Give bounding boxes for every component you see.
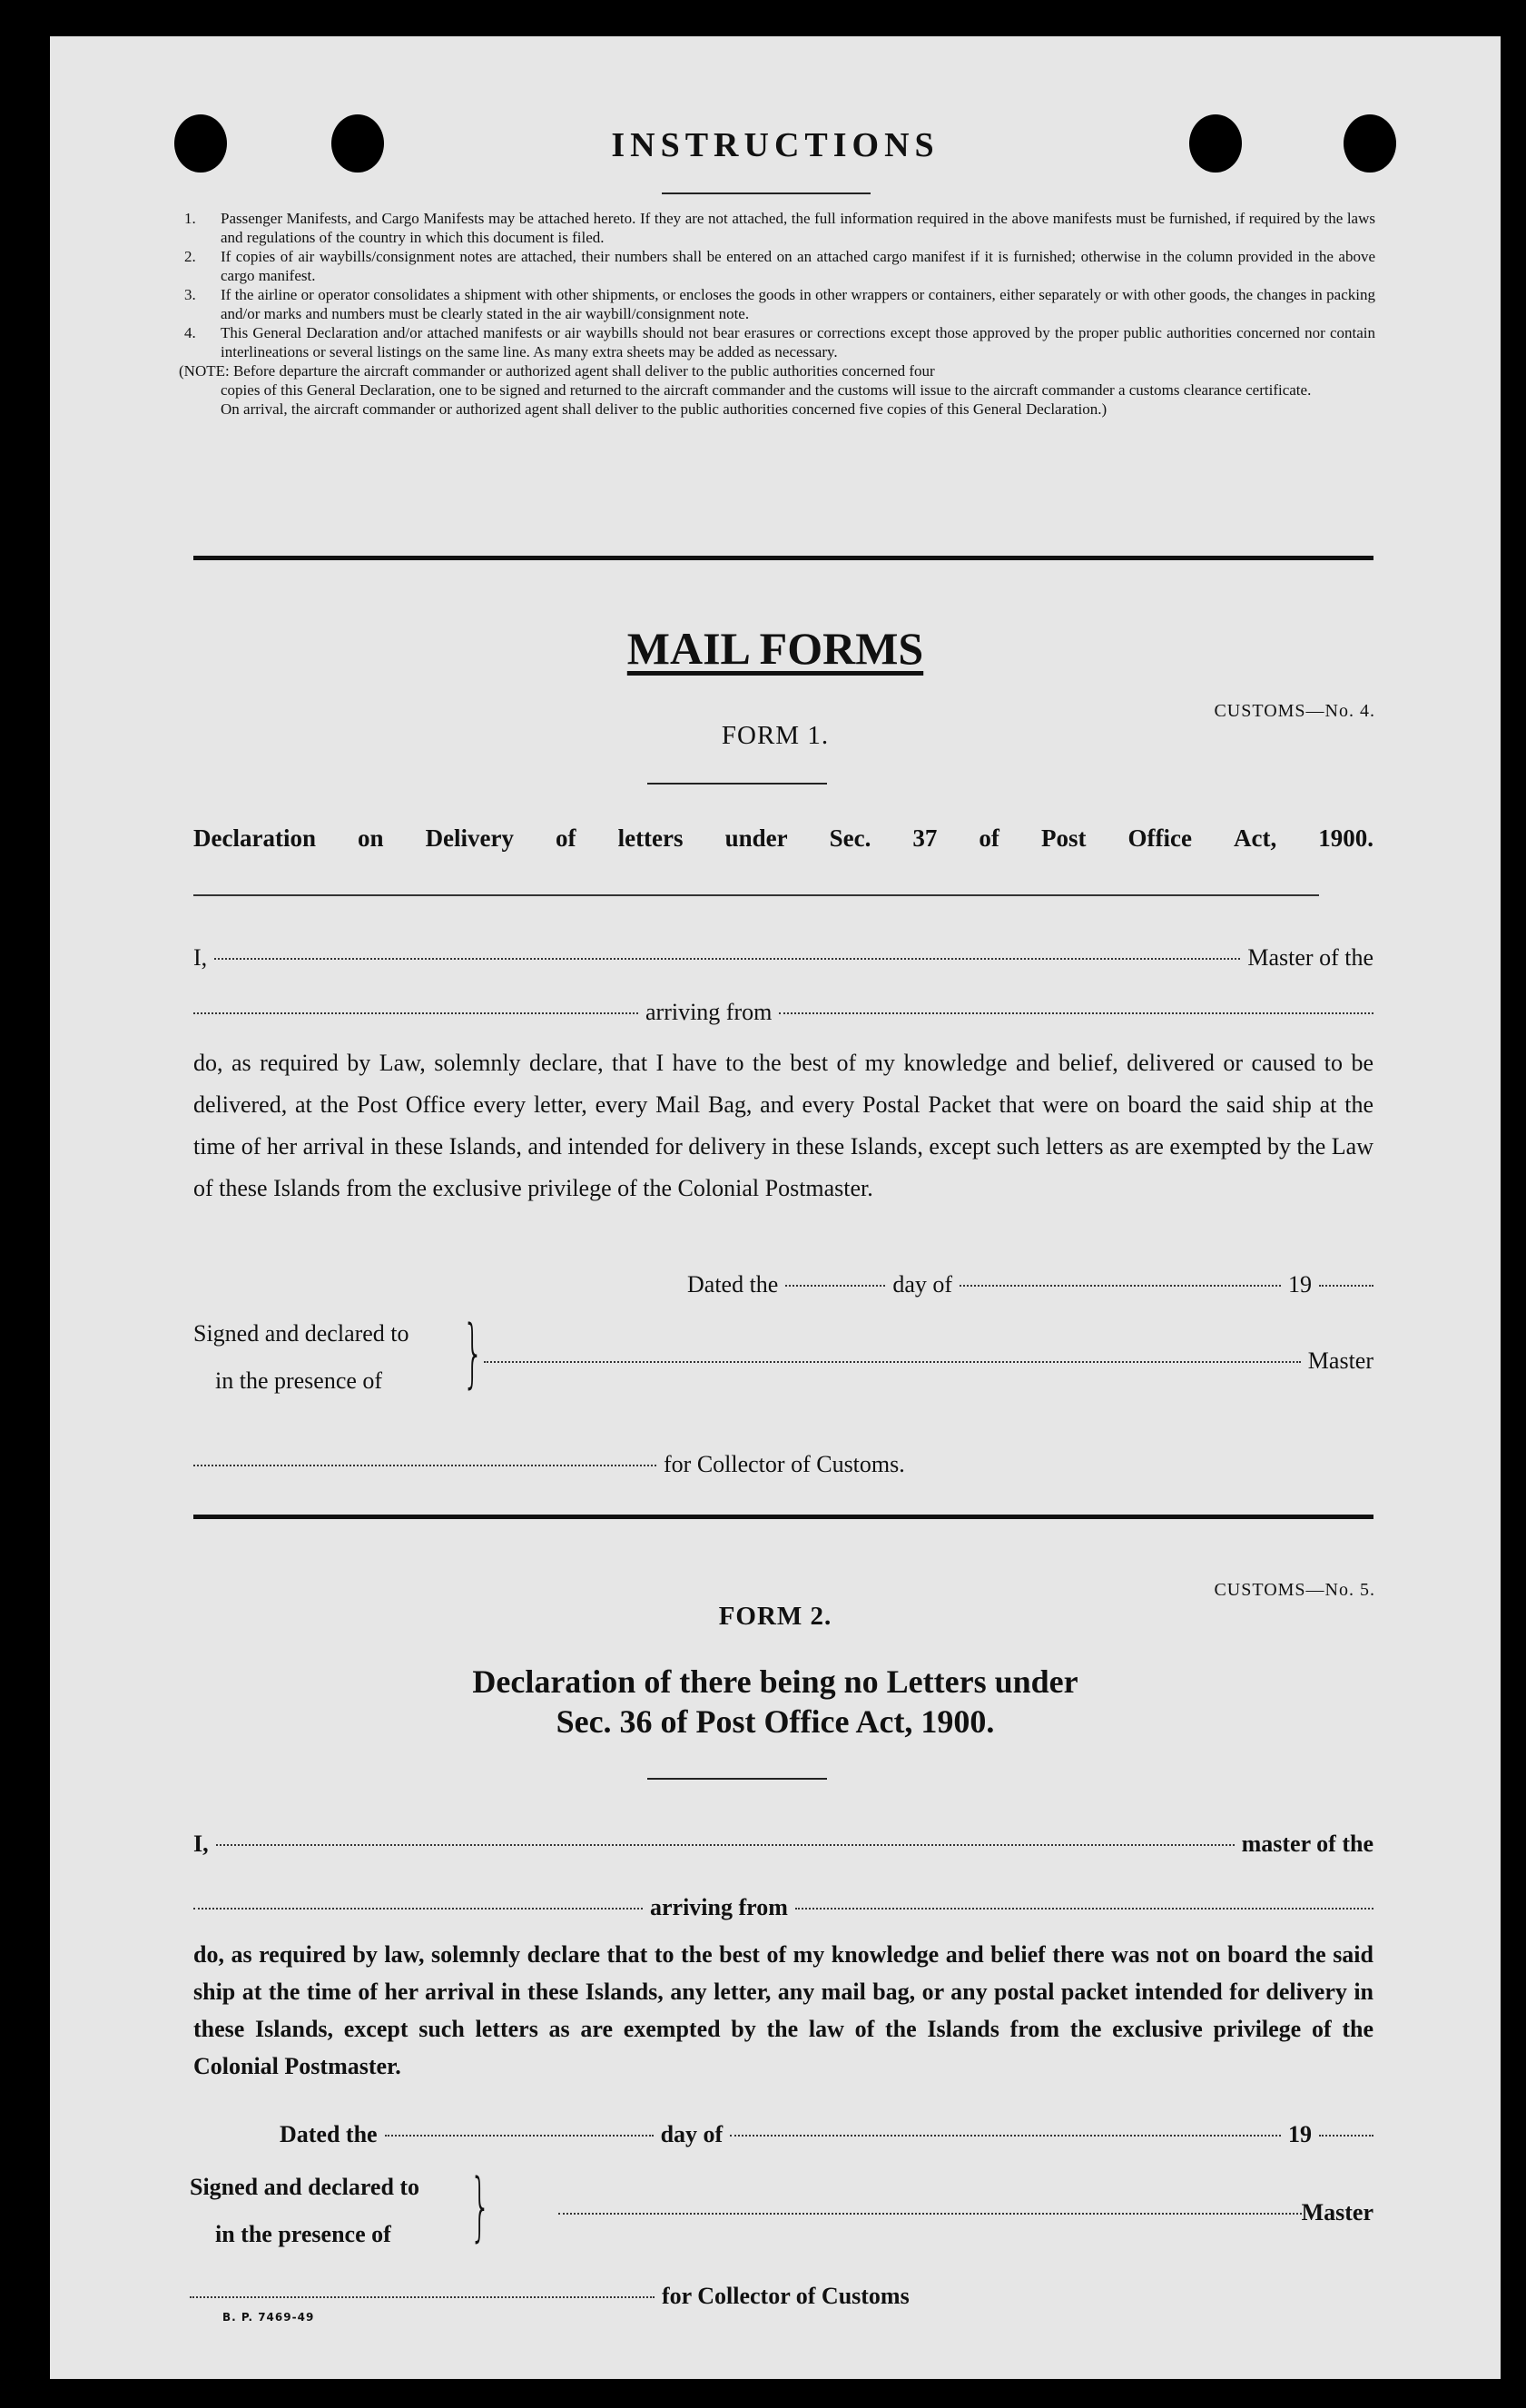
collector-signature-blank[interactable] [190,2295,655,2298]
print-code: B. P. 7469-49 [222,2311,315,2324]
instruction-item [184,323,1375,361]
title-word: Delivery [425,824,515,852]
form1-declaration-text: do, as required by Law, solemnly declare, that I have to the best of my knowledge and belief, delivered or caused to be delivered, at the Post Office every letter, every Mail Bag, and every Postal Packet that were on board the said ship at the time of her arrival in these Islands, and intended for delivery in these Islands, except such letters as are exempted by the Law of these Islands from the exclusive privilege of the Colonial Postmaster. [193,1050,1373,1201]
brace-icon: } [469,2164,491,2250]
line-label: day of [660,2121,724,2147]
customs-number: CUSTOMS—No. 5. [1214,1580,1375,1600]
title-word: Sec. [829,824,871,852]
instruction-text: This General Declaration and/or attached manifests or air waybills should not bear erasures or corrections except those approved by the proper public authorities concerned nor contain interlineations or several listings on the same line. As many extra sheets may be added as necessary. [221,324,1375,360]
title-line: Sec. 36 of Post Office Act, 1900. [556,1703,995,1740]
title-word: Act, [1233,824,1277,852]
date-year-blank[interactable] [1319,1284,1373,1287]
line-label: Master [1301,2199,1373,2225]
form-title: FORM 1. [721,721,830,750]
instruction-note [179,361,1375,419]
divider [647,783,827,785]
customs-number: CUSTOMS—No. 4. [1214,701,1375,721]
collector-line [193,1451,1010,1478]
divider [662,192,871,194]
ship-name-blank[interactable] [193,1012,638,1014]
line-label: Dated the [280,2121,378,2147]
form-sheet [50,36,1501,2379]
signed-declared-label: Signed and declared to [193,1320,409,1347]
master-signature-line [558,2199,1373,2226]
instruction-item [184,209,1375,247]
form-title: FORM 2. [718,1602,832,1631]
line-label: 19 [1288,2121,1312,2147]
line-label: Dated the [687,1271,779,1298]
instruction-item [184,285,1375,323]
line-label: 19 [1288,1271,1312,1298]
instruction-text: If the airline or operator consolidates a shipment with other shipments, or encloses the goods in other wrappers or containers, either separately or with other goods, the changes in packing and/or marks and numbers must be clearly stated in the air waybill/consignment note. [221,286,1375,322]
line-label: day of [892,1271,953,1298]
instruction-number: 4. [184,324,196,341]
note-text: copies of this General Declaration, one to be signed and returned to the aircraft commander and the customs will issue to the aircraft commander a customs clearance certificate. [221,381,1312,399]
brace-icon: } [462,1310,484,1396]
title-word: of [556,824,576,852]
master-signature-blank[interactable] [484,1360,1301,1363]
instruction-text: Passenger Manifests, and Cargo Manifests may be attached hereto. If they are not attached, the full information required in the above manifests must be furnished, if required by the laws and regulations of the country in which this document is filed. [221,210,1375,246]
collector-line [190,2283,1007,2310]
title-word: under [724,824,788,852]
instructions-heading: INSTRUCTIONS [611,126,940,164]
title-word: 37 [912,824,938,852]
date-day-blank[interactable] [785,1284,885,1287]
form2-declaration-text: do, as required by law, solemnly declare that to the best of my knowledge and belief there was not on board the said ship at the time of her arrival in these Islands, any letter, any mail bag, or any postal packet intended for delivery in these Islands, except such letters as are exempted by the law of the Islands from the exclusive privilege of the Colonial Postmaster. [193,1941,1373,2079]
master-signature-line [484,1347,1373,1375]
date-month-blank[interactable] [730,2134,1281,2137]
presence-label: in the presence of [215,1367,383,1394]
ship-arrival-line [193,1894,1373,1921]
instruction-number: 3. [184,286,196,303]
master-name-blank[interactable] [214,957,1240,960]
line-label: Master [1307,1347,1373,1374]
collector-signature-blank[interactable] [193,1464,656,1466]
instruction-text: If copies of air waybills/consignment notes are attached, their numbers shall be entered on an attached cargo manifest if it is furnished; otherwise in the column provided in the above cargo manifest. [221,248,1375,284]
master-name-blank[interactable] [216,1843,1235,1846]
date-month-blank[interactable] [960,1284,1281,1287]
ship-arrival-line [193,999,1373,1026]
title-word: Post [1040,824,1087,852]
line-label: arriving from [645,999,773,1025]
note-line: (NOTE: Before departure the aircraft commander or authorized agent shall deliver to the public authorities concerned four [179,362,935,380]
master-name-line [193,1831,1373,1858]
line-label: for Collector of Customs [662,2283,910,2309]
line-label: master of the [1241,1831,1373,1857]
form1-declaration-title [193,824,1373,853]
signed-declared-label: Signed and declared to [190,2174,420,2200]
instruction-number: 2. [184,248,196,265]
title-word: on [358,824,384,852]
instructions-list [179,209,1375,419]
title-word: Declaration [193,824,316,852]
instruction-item [184,247,1375,285]
section-divider [193,1515,1373,1519]
title-word: letters [617,824,684,852]
instruction-number: 1. [184,210,196,227]
line-label: arriving from [650,1894,788,1920]
line-label: I, [193,1831,209,1857]
form2-declaration-title [50,1662,1501,1742]
master-signature-blank[interactable] [558,2212,1302,2215]
divider [193,894,1319,896]
divider [647,1778,827,1780]
dated-line [687,1271,1373,1298]
date-year-blank[interactable] [1319,2134,1373,2137]
title-line: Declaration of there being no Letters under [472,1663,1078,1700]
note-arrival-text: On arrival, the aircraft commander or authorized agent shall deliver to the public authorities concerned five copies of this General Declaration.) [221,400,1108,418]
date-day-blank[interactable] [385,2134,654,2137]
title-word: 1900. [1318,824,1373,852]
line-label: I, [193,944,208,971]
line-label: for Collector of Customs. [664,1451,905,1477]
master-name-line [193,944,1373,972]
title-word: of [979,824,999,852]
line-label: Master of the [1247,944,1373,971]
section-divider [193,556,1373,560]
arriving-from-blank[interactable] [779,1012,1373,1014]
ship-name-blank[interactable] [193,1907,643,1910]
dated-line [280,2121,1373,2148]
arriving-from-blank[interactable] [795,1907,1373,1910]
title-word: Office [1127,824,1192,852]
mail-forms-title: MAIL FORMS [626,623,924,674]
presence-label: in the presence of [215,2221,391,2247]
